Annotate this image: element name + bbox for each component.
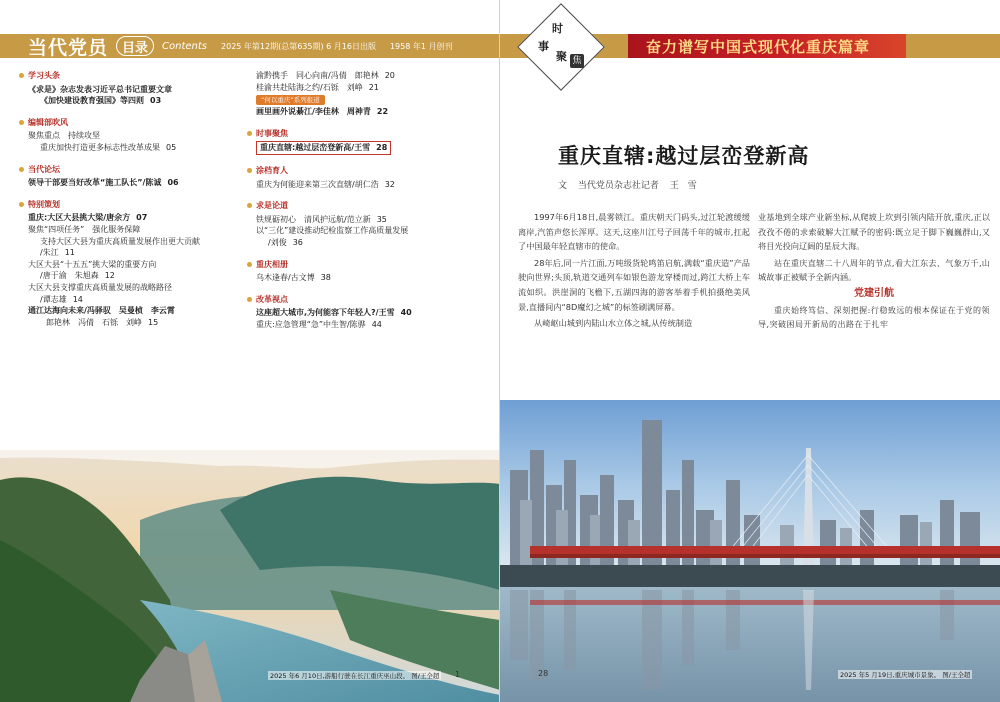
toc-entry[interactable] [28,95,246,107]
toc-entry[interactable] [28,270,246,282]
toc-section-title: 学习头条 [28,70,246,82]
article-column-1 [518,210,750,333]
article-title: 重庆直辖:越过层峦登新高 [558,144,810,168]
toc-column-left [28,70,246,338]
toc-section [256,200,486,248]
toc-entry-page: 06 [167,178,179,188]
toc-entry[interactable] [256,319,486,331]
toc-section [256,70,486,118]
toc-entry-title: 支持大区大县为重庆高质量发展作出更大贡献 [40,236,200,246]
toc-entry-title: 画里画外说綦江/李佳林 周神青 [256,107,371,117]
toc-entry[interactable] [256,70,486,82]
founded-info: 1958 年1 月创刊 [389,41,453,51]
toc-section [256,165,486,190]
toc-entry[interactable] [28,130,246,142]
contents-label: Contents [162,40,208,52]
toc-entry-page: 05 [166,142,177,152]
toc-entry[interactable] [28,305,246,317]
toc-section-title: 涂档育人 [256,165,486,177]
toc-entry[interactable] [256,225,486,237]
toc-entry[interactable] [256,237,486,249]
toc-entry-page: 12 [104,271,115,281]
byline-org: 当代党员杂志社记者 [577,181,659,191]
toc-entry-page: 36 [292,237,303,247]
toc-entry-page: 38 [320,273,331,283]
toc-section-title: 编辑部吹风 [28,117,246,129]
toc-entry[interactable] [28,294,246,306]
toc-entry-page: 07 [136,213,148,223]
page-number-left: 1 [455,670,461,679]
toc-entry-title: 重庆:大区大县挑大梁/唐余方 [28,213,131,223]
toc-entry-title: 通江达海向未来/冯驿驭 吴曼桢 李云霄 [28,306,175,316]
toc-section [28,199,246,329]
toc-entry-page: 32 [384,179,395,189]
series-tag: “何以重庆”系列报道 [256,95,325,105]
toc-entry[interactable] [28,177,246,189]
toc-entry-page: 21 [368,82,379,92]
toc-entry[interactable] [28,282,246,294]
toc-entry-page: 03 [150,96,162,106]
toc-entry-title: /谭志雄 [40,294,67,304]
article-page [500,0,1000,702]
toc-entry-title: 《加快建设教育强国》等四则 [40,96,144,106]
toc-entry[interactable] [256,106,486,118]
article-paragraph: 28年后,同一片江面,万吨级货轮鸣笛启航,满载“重庆造”产品驶向世界;头顶,轨道交通列车如银色游龙穿楼而过,跨江大桥上车流如织。洪崖洞的飞檐下,五湖四海的游客举着手机拍摄绝美风景,直播间内“8D魔幻之城”的标签刷满屏幕。 [518,257,750,312]
article-paragraph: 1997年6月18日,晨雾锁江。重庆朝天门码头,过江轮渡缓缓离岸,汽笛声悠长浑厚。这天,这座川江号子回荡千年的城市,扛起了中国最年轻直辖市的使命。 [518,212,750,252]
toc-entry[interactable] [256,307,486,319]
article-paragraph: 业基地到全球产业新坐标,从爬坡上坎到引领内陆开放,重庆,正以孜孜不倦的求索破解大江赋予的密码:既立足于脚下巍巍群山,又将目光投向辽阔的星辰大海。 [758,212,990,252]
toc-section [28,70,246,107]
toc-entry-title: 聚焦重点 持续攻坚 [28,131,100,141]
toc-entry-title: /唐于渝 朱旭森 [40,271,99,281]
toc-entry-title: 渝黔携手 同心向南/冯倩 郎艳林 [256,71,379,80]
article-paragraph: 重庆始终笃信、深刻把握:行稳致远的根本保证在于党的领导,突破困局开新局的出路在于扎牢 [758,305,990,330]
toc-entry[interactable] [256,272,486,284]
toc-entry-page: 35 [376,214,387,224]
toc-entry[interactable] [28,259,246,271]
toc-entry[interactable] [28,247,246,259]
issue-info: 2025 年第12期(总第635期) 6 月16日出版 [221,41,376,51]
toc-entry-page: 14 [72,294,83,304]
toc-section [28,117,246,154]
toc-section-title: 当代论坛 [28,164,246,176]
toc-entry-title: 铁规砺初心 清风护远航/范立新 [256,214,371,224]
column-badge-char-1: 时 [552,22,563,35]
toc-entry-page: 44 [371,319,382,329]
column-badge-char-2: 事 [538,40,549,53]
toc-entry-title: 领导干部要当好改革“施工队长”/陈诚 [28,178,162,188]
toc-entry[interactable] [28,212,246,224]
toc-entry-title: 大区大县“十五五”挑大梁的重要方向 [28,259,157,269]
toc-entry-page: 15 [148,317,159,327]
toc-entry-title: 重庆直辖:越过层峦登新高/王雪 [260,143,371,153]
toc-entry-page: 20 [384,71,395,80]
toc-entry-title: 这座超大城市,为何能容下年轻人?/王雪 [256,308,395,318]
article-paragraph: 站在重庆直辖二十八周年的节点,看大江东去、气象万千,山城故事正被赋予全新内涵。 [758,257,990,283]
photo-caption-left: 2025 年6 月10日,游船行驶在长江重庆巫山段。 图/王全超 [270,672,440,680]
toc-section-title: 改革视点 [256,294,486,306]
byline-label: 文 [558,181,568,191]
toc-entry-title: 重庆:应急管理“急”中生智/陈骅 [256,319,366,329]
toc-entry[interactable] [28,317,246,329]
city-photo [500,400,1000,702]
toc-entry-title: /刘俊 [268,237,287,247]
toc-entry-page: 28 [376,143,388,153]
photo-caption-right: 2025 年5 月19日,重庆城市景象。 图/王全超 [840,671,971,679]
toc-entry[interactable] [28,142,246,154]
toc-entry-page: 11 [64,248,75,258]
toc-section [28,164,246,189]
toc-entry-title: 桂渝共赴陆海之约/石铄 刘峥 [256,82,363,92]
toc-entry-title: 郎艳林 冯倩 石铄 刘峥 [46,317,142,327]
toc-entry-title: 重庆加快打造更多标志性改革成果 [40,142,160,152]
contents-header-bar [0,34,500,58]
contents-badge: 目录 [116,36,154,56]
page-number-right: 28 [538,669,549,678]
toc-entry-title: /朱江 [40,248,59,258]
toc-entry[interactable] [256,82,486,94]
column-banner: 奋力谱写中国式现代化重庆篇章 [628,34,906,58]
column-badge-char-3: 聚 [556,50,567,63]
toc-entry[interactable] [256,179,486,191]
byline [558,178,705,191]
toc-entry[interactable] [28,236,246,248]
article-paragraph: 从崎岖山城到内陆山水立体之城,从传统制造 [534,318,693,329]
toc-entry[interactable] [256,214,486,226]
toc-entry-title: 聚焦“四项任务” 强化服务保障 [28,224,141,234]
toc-section-title: 求是论道 [256,200,486,212]
gorge-photo [0,450,500,702]
toc-entry-title: 乌木逢春/古文博 [256,273,315,283]
magazine-title: 当代党员 [28,36,109,59]
toc-section [256,128,486,155]
column-badge-diamond [517,3,605,91]
toc-section [256,294,486,331]
toc-section-title: 特别策划 [28,199,246,211]
toc-section [256,259,486,284]
toc-entry[interactable] [28,84,246,96]
toc-entry[interactable] [256,141,486,155]
toc-entry-title: 以“三化”建设推动纪检监察工作高质量发展 [256,226,409,236]
byline-author: 王 雪 [669,181,697,191]
toc-column-right [256,70,486,341]
toc-entry-page: 40 [400,308,412,318]
toc-entry-title: 《求是》杂志发表习近平总书记重要文章 [28,84,172,94]
toc-section-title: 时事聚焦 [256,128,486,140]
article-column-2 [758,210,990,335]
section-subheading: 党建引航 [854,287,894,299]
toc-entry-page: 22 [376,107,389,117]
column-badge-char-4: 焦 [570,54,584,68]
toc-entry[interactable] [28,224,246,236]
toc-entry-title: 重庆为何能迎来第三次直辖/胡仁浩 [256,179,379,189]
toc-entry-title: 大区大县支撑重庆高质量发展的战略路径 [28,282,172,292]
toc-section-title: 重庆相册 [256,259,486,271]
